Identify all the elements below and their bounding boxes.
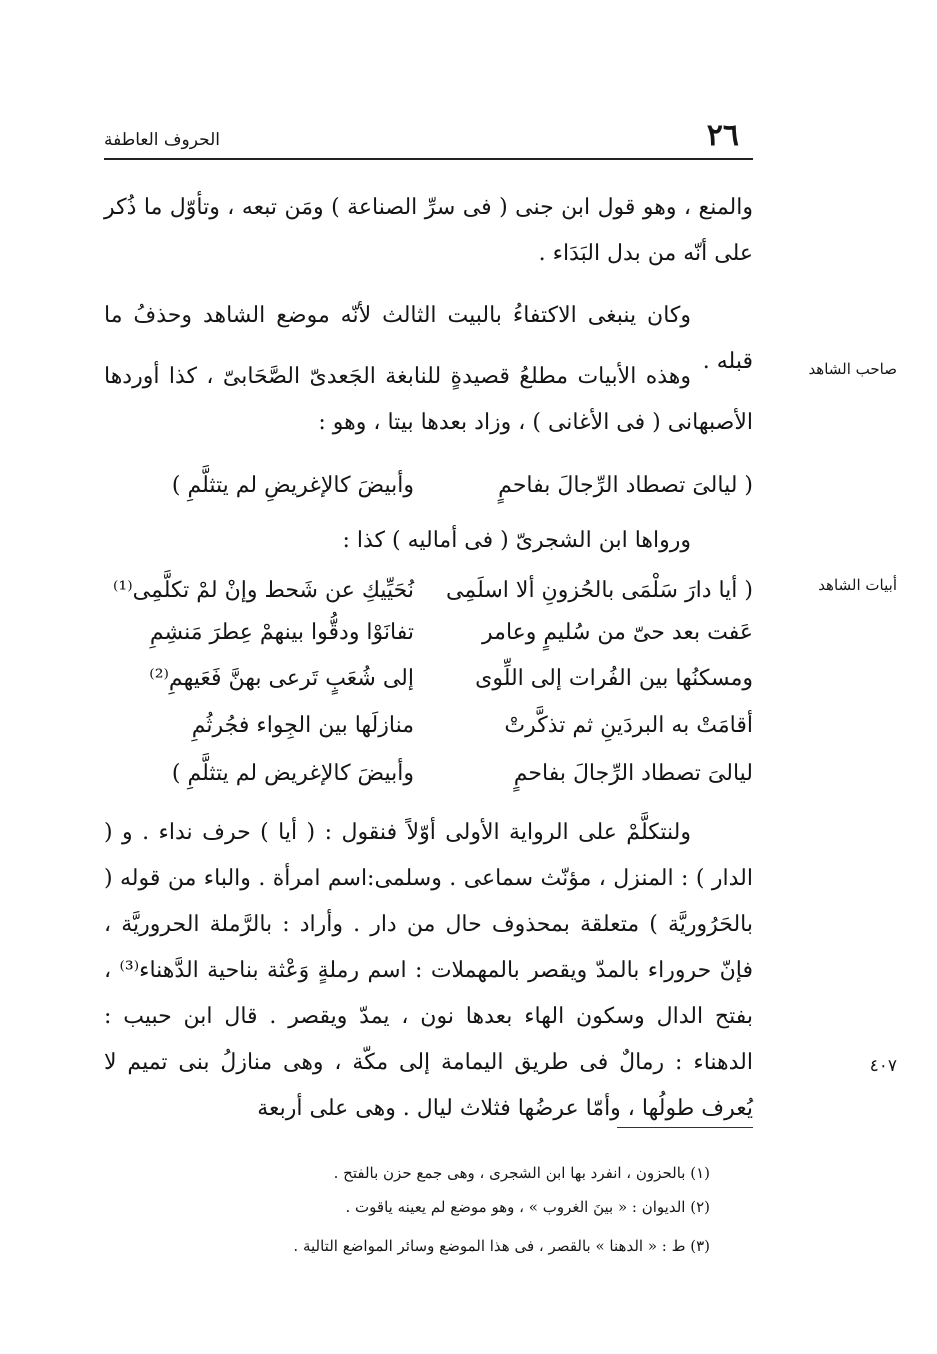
paragraph-3 [104, 354, 753, 446]
verse-hemistich-first: ليالىَ تصطاد الرِّجالَ بفاحمٍ [513, 761, 753, 786]
verse-2 [104, 610, 753, 656]
verse-hemistich-second: إلى شُعَبٍ تَرعى بهنَّ فَعَيهمِ⁽²⁾ [149, 666, 414, 691]
paragraph-3-text: وهذه الأبيات مطلعُ قصيدةٍ للنابغة الجَعدىّ الصَّحَابىّ ، كذا أوردها الأصبهانى ( فى الأغانى ) ، وزاد بعدها بيتا ، وهو : [104, 364, 753, 435]
paragraph-5 [104, 810, 753, 1132]
footnote-rule [617, 1127, 753, 1128]
verse-hemistich-first: ( ليالىَ تصطاد الرِّجالَ بفاحمٍ [498, 473, 753, 498]
margin-note-verses: أبيات الشاهد [818, 576, 897, 594]
verse-1 [104, 568, 753, 614]
page-header [104, 118, 753, 158]
footnote-2: (٢) الديوان : « بينَ الغروب » ، وهو موضع لم يعينه ياقوت . [345, 1198, 710, 1216]
paragraph-5-text: ولنتكلَّمْ على الرواية الأولى أوّلاً فنقول : ( أيا ) حرف نداء . و ( الدار ) : المنزل ، مؤنّث سماعى . وسلمى:اسم امرأة . والباء من قوله ( بالحَرُوريَّة ) متعلقة بمحذوف حال من دار . وأراد : بالرَّملة الحروريَّة ، فإنّ حروراء بالمدّ ويقصر بالمهملات : اسم رملةٍ وَعْثة بناحية الدَّهناء⁽³⁾ ، بفتح الدال وسكون الهاء بعدها نون ، يمدّ ويقصر . قال ابن حبيب : الدهناء : رمالٌ فى طريق اليمامة إلى مكّة ، وهى منازلُ بنى تميم لا يُعرف طولُها ، وأمّا عرضُها فثلاث ليال . وهى على أربعة [104, 820, 753, 1121]
footnote-1: (١) بالحزون ، انفرد بها ابن الشجرى ، وهى جمع حزن بالفتح . [333, 1164, 710, 1182]
margin-source-page: ٤٠٧ [869, 1056, 897, 1076]
verse-3 [104, 656, 753, 702]
margin-note-poet: صاحب الشاهد [808, 360, 897, 378]
verse-hemistich-first: أقامَتْ به البردَينِ ثم تذكَّرتْ [504, 713, 753, 738]
paragraph-4 [104, 518, 753, 564]
paragraph-1 [104, 185, 753, 277]
verse-hemistich-second: وأبيضَ كالإغريضِ لم يتثلَّمِ ) [171, 473, 414, 498]
page-number: ٢٦ [706, 118, 739, 153]
running-title: الحروف العاطفة [104, 130, 221, 150]
paragraph-1-text: والمنع ، وهو قول ابن جنى ( فى سرِّ الصناعة ) ومَن تبعه ، وتأوّل ما ذُكر على أنّه من بدل البَدَاء . [104, 195, 753, 266]
verse-hemistich-first: عَفت بعد حىّ من سُليمٍ وعامر [482, 620, 753, 645]
verse-extra [104, 463, 753, 509]
footnote-3: (٣) ط : « الدهنا » بالقصر ، فى هذا الموضع وسائر المواضع التالية . [293, 1237, 710, 1255]
verse-hemistich-first: ( أيا دارَ سَلْمَى بالحُزونِ ألا اسلَمِى [446, 578, 753, 603]
verse-4 [104, 703, 753, 749]
verse-hemistich-second: نُحَيِّيكِ عن شَحط وإنْ لمْ تكلَّمِى⁽¹⁾ [113, 578, 414, 603]
header-rule [104, 158, 753, 160]
verse-hemistich-second: منازلَها بين الجِواء فجُرثُمِ [191, 713, 414, 738]
verse-hemistich-second: وأبيضَ كالإغريض لم يتثلَّمِ ) [171, 761, 414, 786]
verse-hemistich-second: تفانَوْا ودقُّوا بينهمْ عِطرَ مَنشِمِ [149, 620, 414, 645]
paragraph-4-text: ورواها ابن الشجرىّ ( فى أماليه ) كذا : [342, 528, 691, 553]
paragraph-2-text: وكان ينبغى الاكتفاءُ بالبيت الثالث لأنّه موضع الشاهد وحذفُ ما قبله . [104, 303, 753, 374]
verse-5 [104, 751, 753, 797]
verse-hemistich-first: ومسكنُها بين الفُرات إلى اللِّوى [475, 666, 753, 691]
